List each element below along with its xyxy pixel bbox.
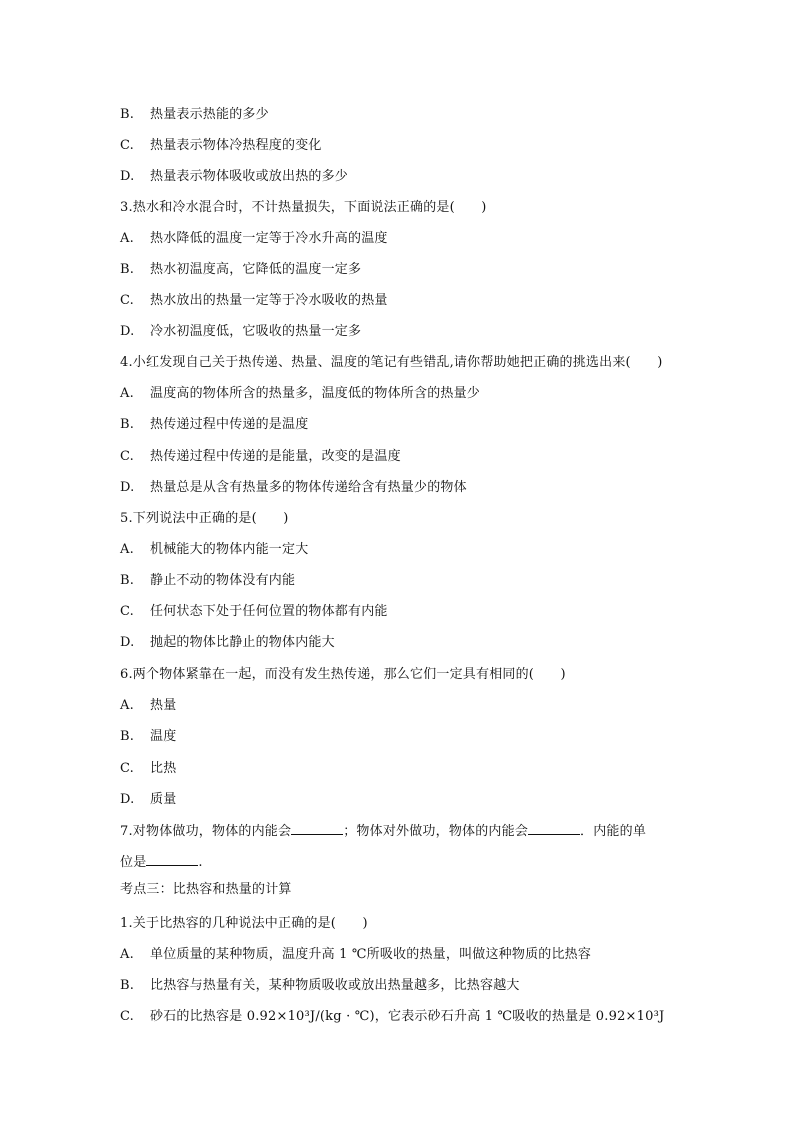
option-letter: C.	[120, 761, 135, 776]
option-a	[120, 385, 680, 403]
question-6	[120, 666, 680, 684]
option-letter: B.	[120, 729, 135, 744]
question-text: 7.对物体做功，物体的内能会	[120, 824, 292, 839]
option-b	[120, 106, 680, 124]
option-a	[120, 946, 680, 964]
option-text: 质量	[150, 792, 177, 807]
option-c	[120, 1008, 680, 1026]
option-text: 冷水初温度低，它吸收的热量一定多	[150, 324, 362, 339]
option-text: 热量表示物体冷热程度的变化	[150, 138, 322, 153]
option-d	[120, 791, 680, 809]
option-text: 热水初温度高，它降低的温度一定多	[150, 262, 362, 277]
option-a	[120, 541, 680, 559]
question-text: 位是	[120, 855, 147, 870]
option-text: 静止不动的物体没有内能	[150, 573, 296, 588]
option-text: 比热容与热量有关，某种物质吸收或放出热量越多，比热容越大	[150, 978, 520, 993]
option-text: 热量表示热能的多少	[150, 107, 269, 122]
option-letter: D.	[120, 635, 135, 650]
option-c	[120, 760, 680, 778]
question-text: .	[198, 855, 203, 870]
option-text: 热水放出的热量一定等于冷水吸收的热量	[150, 293, 388, 308]
option-text: 热量表示物体吸收或放出热的多少	[150, 169, 349, 184]
option-letter: C.	[120, 604, 135, 619]
option-d	[120, 323, 680, 341]
question-1	[120, 915, 680, 933]
option-text: 温度	[150, 729, 177, 744]
option-text: 热传递过程中传递的是温度	[150, 417, 309, 432]
option-letter: D.	[120, 480, 135, 495]
answer-blank	[528, 822, 580, 835]
question-text: ；物体对外做功，物体的内能会	[343, 824, 529, 839]
option-letter: C.	[120, 138, 135, 153]
option-letter: C.	[120, 293, 135, 308]
option-a	[120, 697, 680, 715]
question-text: 6.两个物体紧靠在一起，而没有发生热传递，那么它们一定具有相同的( )	[120, 667, 566, 682]
section-title: 考点三：比热容和热量的计算	[120, 882, 292, 897]
option-letter: A.	[120, 698, 134, 713]
option-a	[120, 230, 680, 248]
option-letter: A.	[120, 542, 134, 557]
answer-blank	[146, 853, 198, 866]
question-5	[120, 510, 680, 528]
option-letter: C.	[120, 1009, 135, 1024]
question-text: 5.下列说法中正确的是( )	[120, 511, 289, 526]
option-letter: B.	[120, 978, 135, 993]
option-text: 任何状态下处于任何位置的物体都有内能	[150, 604, 388, 619]
option-letter: A.	[120, 947, 134, 962]
option-b	[120, 977, 680, 995]
option-b	[120, 572, 680, 590]
option-text: 砂石的比热容是 0.92×10³J/(kg · ℃)，它表示砂石升高 1 ℃吸收的热量是 0.92×10³J	[150, 1009, 665, 1024]
option-d	[120, 479, 680, 497]
option-letter: D.	[120, 169, 135, 184]
option-d	[120, 634, 680, 652]
answer-blank	[291, 822, 343, 835]
option-b	[120, 416, 680, 434]
option-text: 热量	[150, 698, 177, 713]
question-text: 3.热水和冷水混合时，不计热量损失，下面说法正确的是( )	[120, 200, 487, 215]
option-c	[120, 448, 680, 466]
option-text: 机械能大的物体内能一定大	[150, 542, 309, 557]
question-4	[120, 354, 680, 372]
option-letter: D.	[120, 324, 135, 339]
option-text: 热水降低的温度一定等于冷水升高的温度	[150, 231, 388, 246]
question-3	[120, 199, 680, 217]
question-text: 4.小红发现自己关于热传递、热量、温度的笔记有些错乱,请你帮助她把正确的挑选出来( )	[120, 355, 663, 370]
option-text: 抛起的物体比静止的物体内能大	[150, 635, 335, 650]
option-b	[120, 728, 680, 746]
option-c	[120, 137, 680, 155]
option-text: 热传递过程中传递的是能量，改变的是温度	[150, 449, 401, 464]
option-d	[120, 168, 680, 186]
option-letter: A.	[120, 231, 134, 246]
option-letter: B.	[120, 262, 135, 277]
option-text: 比热	[150, 761, 177, 776]
option-letter: B.	[120, 417, 135, 432]
option-letter: B.	[120, 107, 135, 122]
question-7-continued	[120, 853, 680, 872]
option-c	[120, 292, 680, 310]
option-letter: C.	[120, 449, 135, 464]
question-7	[120, 822, 680, 841]
option-letter: B.	[120, 573, 135, 588]
option-text: 单位质量的某种物质，温度升高 1 ℃所吸收的热量，叫做这种物质的比热容	[150, 947, 592, 962]
option-letter: D.	[120, 792, 135, 807]
option-c	[120, 603, 680, 621]
option-text: 温度高的物体所含的热量多，温度低的物体所含的热量少	[150, 386, 481, 401]
question-text: 1.关于比热容的几种说法中正确的是( )	[120, 916, 368, 931]
option-b	[120, 261, 680, 279]
option-letter: A.	[120, 386, 134, 401]
option-text: 热量总是从含有热量多的物体传递给含有热量少的物体	[150, 480, 467, 495]
question-text: ．内能的单	[580, 824, 647, 839]
